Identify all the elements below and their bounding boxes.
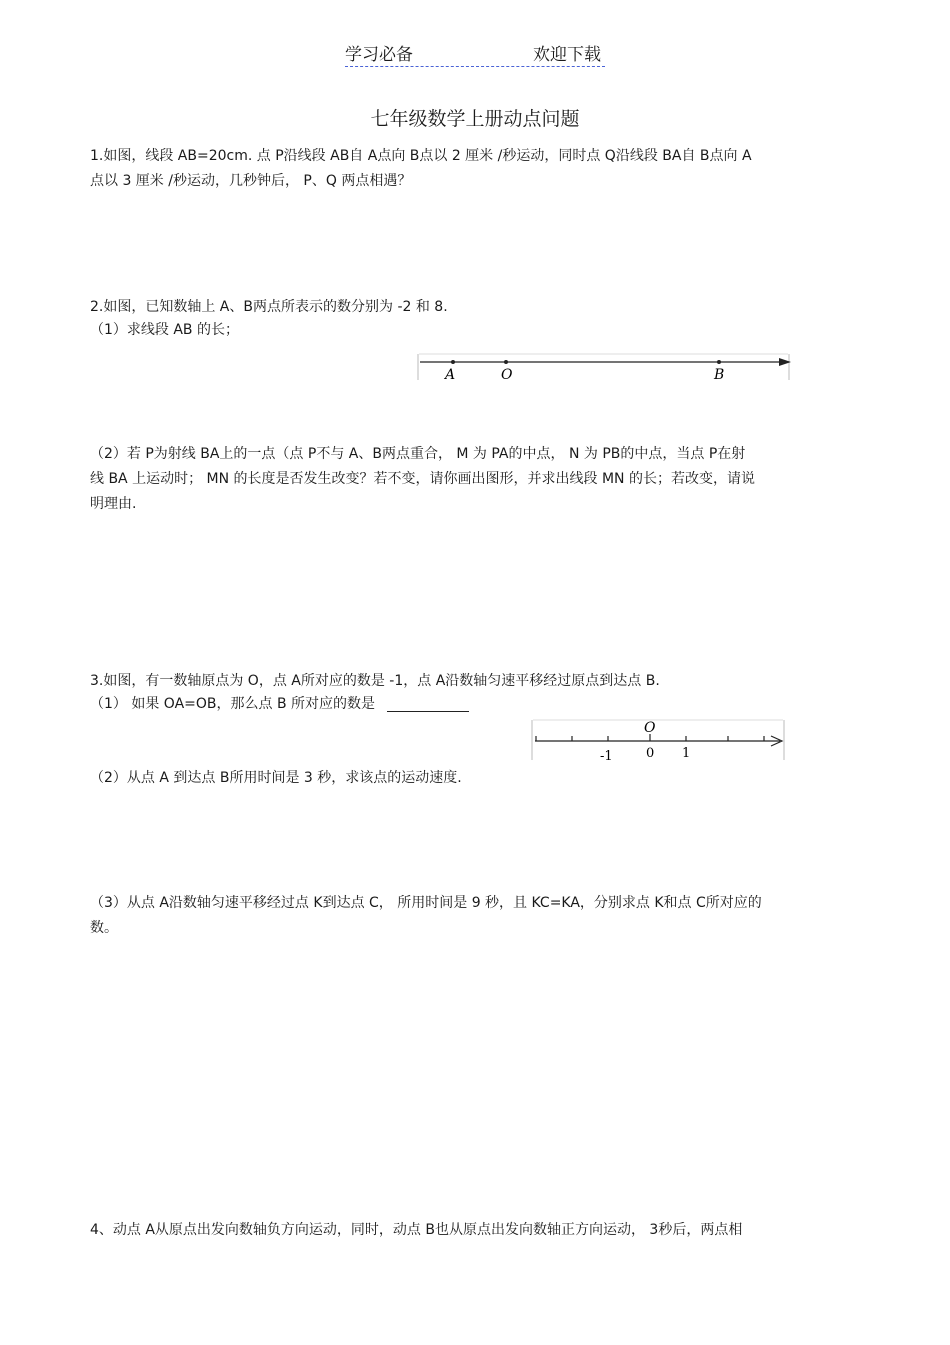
page-header	[345, 40, 605, 67]
q3-part3-line2: 数。	[90, 920, 118, 936]
answer-blank	[387, 697, 469, 712]
q3-part2: （2）从点 A 到达点 B所用时间是 3 秒，求该点的运动速度.	[90, 770, 462, 786]
label-a: A	[445, 367, 456, 383]
q3-part3-line1: （3）从点 A沿数轴匀速平移经过点 K到达点 C， 所用时间是 9 秒，且 KC=KA，分别求点 K和点 C所对应的	[90, 895, 762, 911]
tick-label-1: 1	[682, 746, 691, 761]
q2-number-line-figure	[415, 350, 795, 386]
q2-part2-line3: 明理由.	[90, 496, 137, 512]
q4-line1: 4、动点 A从原点出发向数轴负方向运动，同时，动点 B也从原点出发向数轴正方向运动， 3秒后，两点相	[90, 1222, 743, 1238]
q2-intro: 2.如图，已知数轴上 A、B两点所表示的数分别为 -2 和 8.	[90, 299, 448, 315]
label-b: B	[714, 367, 725, 383]
q3-part1	[90, 694, 469, 714]
point-a	[451, 360, 455, 364]
document-title: 七年级数学上册动点问题	[370, 108, 580, 130]
q1-line1: 1.如图，线段 AB=20cm. 点 P沿线段 AB自 A点向 B点以 2 厘米 /秒运动，同时点 Q沿线段 BA自 B点向 A	[90, 148, 752, 164]
q2-part2-line2: 线 BA 上运动时； MN 的长度是否发生改变？若不变，请你画出图形，并求出线段 MN 的长；若改变，请说	[90, 471, 755, 487]
point-b	[717, 360, 721, 364]
q3-number-line-figure	[530, 716, 788, 764]
header-left-text: 学习必备	[345, 45, 413, 65]
label-origin-o: O	[644, 720, 656, 736]
q3-intro: 3.如图，有一数轴原点为 O，点 A所对应的数是 -1，点 A沿数轴匀速平移经过原点到达点 B.	[90, 673, 660, 689]
tick-label-0: 0	[646, 746, 655, 761]
q3-part1-text: （1） 如果 OA=OB，那么点 B 所对应的数是	[90, 696, 376, 712]
label-o: O	[501, 367, 513, 383]
q2-part2-line1: （2）若 P为射线 BA上的一点（点 P不与 A、B两点重合， M 为 PA的中点， N 为 PB的中点，当点 P在射	[90, 446, 746, 462]
point-o	[504, 360, 508, 364]
q1-line2: 点以 3 厘米 /秒运动，几秒钟后， P、Q 两点相遇？	[90, 173, 412, 189]
q2-part1: （1）求线段 AB 的长；	[90, 322, 239, 338]
tick-label-neg1: -1	[600, 749, 613, 764]
header-right-text: 欢迎下载	[533, 45, 601, 65]
